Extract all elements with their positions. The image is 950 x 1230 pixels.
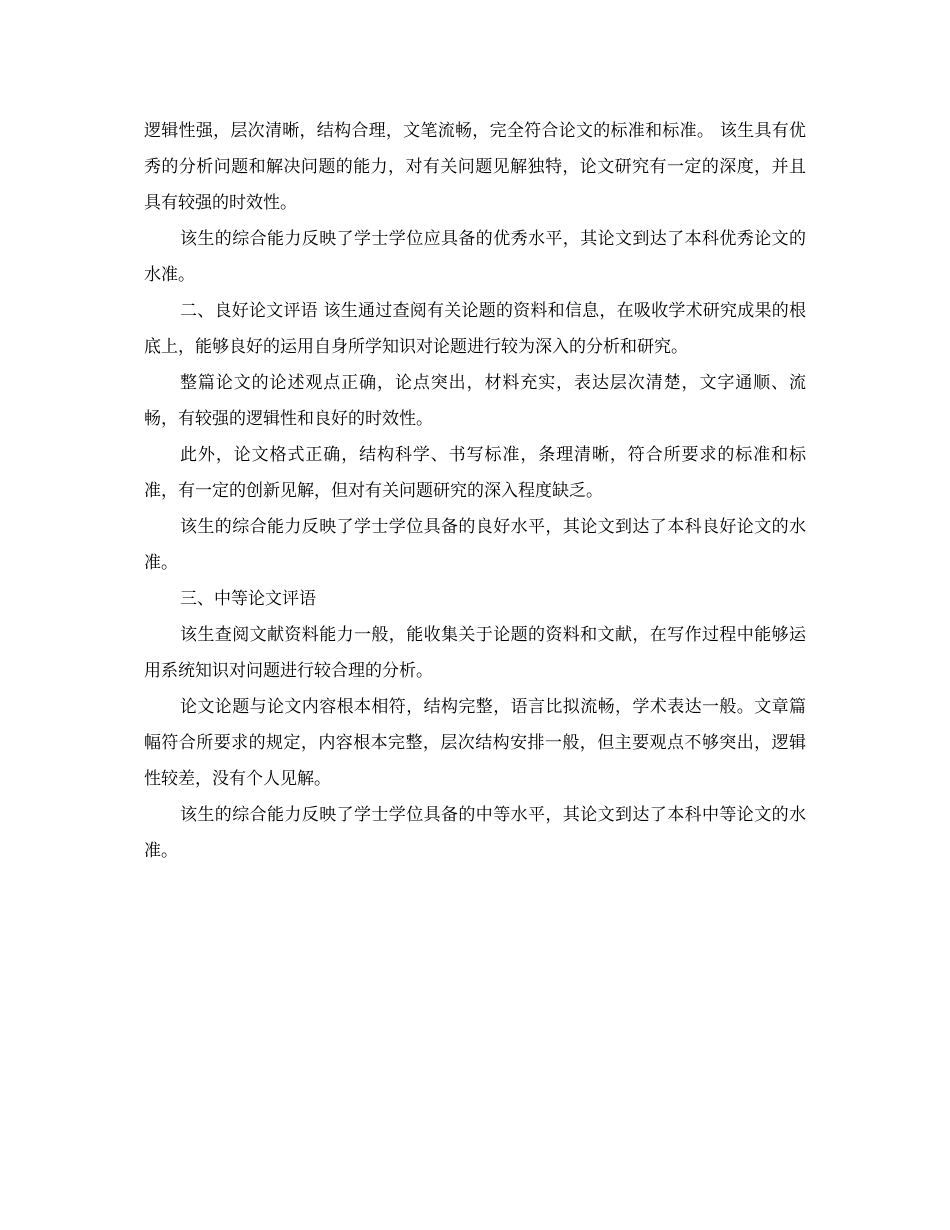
paragraph-1: 逻辑性强，层次清晰，结构合理，文笔流畅，完全符合论文的标准和标准。 该生具有优秀的分析问题和解决问题的能力，对有关问题见解独特，论文研究有一定的深度，并且具有较强的时效性。 [144, 121, 806, 213]
paragraph-8: 该生查阅文献资料能力一般，能收集关于论题的资料和文献，在写作过程中能够运用系统知识对问题进行较合理的分析。 [144, 625, 806, 681]
paragraph-2: 该生的综合能力反映了学士学位应具备的优秀水平，其论文到达了本科优秀论文的水准。 [144, 229, 806, 285]
paragraph-6: 该生的综合能力反映了学士学位具备的良好水平，其论文到达了本科良好论文的水准。 [144, 517, 806, 573]
paragraph-3: 二、良好论文评语 该生通过查阅有关论题的资料和信息，在吸收学术研究成果的根底上，能够良好的运用自身所学知识对论题进行较为深入的分析和研究。 [144, 301, 806, 357]
paragraph-10: 该生的综合能力反映了学士学位具备的中等水平，其论文到达了本科中等论文的水准。 [144, 805, 806, 861]
section-heading-3: 三、中等论文评语 [180, 589, 316, 609]
document-body [144, 113, 806, 869]
paragraph-9: 论文论题与论文内容根本相符，结构完整，语言比拟流畅，学术表达一般。文章篇幅符合所要求的规定，内容根本完整，层次结构安排一般，但主要观点不够突出，逻辑性较差，没有个人见解。 [144, 697, 806, 789]
paragraph-4: 整篇论文的论述观点正确，论点突出，材料充实，表达层次清楚，文字通顺、流畅，有较强的逻辑性和良好的时效性。 [144, 373, 806, 429]
paragraph-5: 此外，论文格式正确，结构科学、书写标准，条理清晰，符合所要求的标准和标准，有一定的创新见解，但对有关问题研究的深入程度缺乏。 [144, 445, 806, 501]
